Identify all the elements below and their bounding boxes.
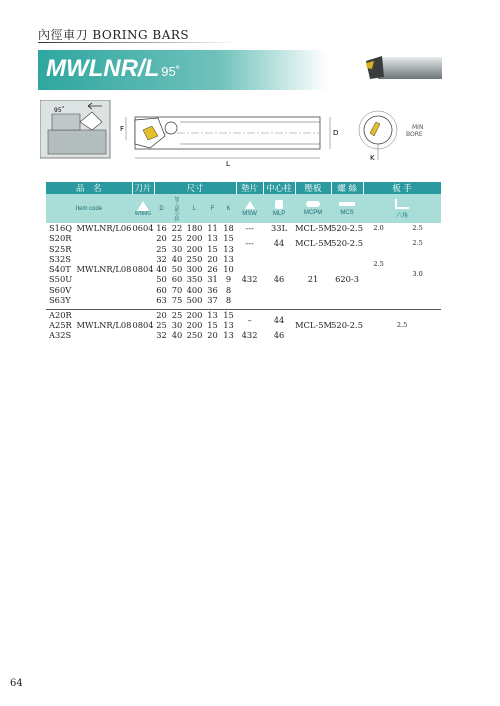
merged-item-b: MWLNR/L08: [76, 320, 132, 331]
row-min-bore: 60: [171, 274, 183, 285]
subheader-screw: [331, 194, 363, 223]
subheader-wrench: [363, 194, 441, 223]
row-min-bore: 40: [171, 330, 183, 341]
row-shim: 432: [241, 330, 258, 341]
row-min-bore: 40: [171, 253, 183, 264]
merged-pin-top: 44: [273, 238, 285, 249]
row-F: 11: [207, 223, 218, 233]
row-pin: 33L: [271, 223, 288, 233]
clamp-icon: [306, 201, 320, 207]
group-clamp: 壓板: [295, 182, 331, 194]
hex-wrench-icon: [395, 199, 409, 209]
row-F: 20: [207, 330, 218, 341]
subheader-item-code: Item code: [46, 194, 132, 223]
row-code: S50U: [49, 274, 73, 285]
row-shim: ---: [245, 223, 254, 233]
row-K: 8: [225, 295, 232, 306]
row-min-bore: 30: [171, 320, 183, 331]
group-screw: 螺 絲: [331, 182, 363, 194]
subheader-screw-label: MCS: [340, 209, 354, 216]
row-D: 25: [156, 243, 167, 254]
subheader-wrench-label: 六角: [396, 212, 409, 219]
table-row: [46, 223, 441, 233]
catalog-category-title: 內徑車刀 BORING BARS: [38, 28, 190, 42]
row-L: 180: [186, 223, 203, 233]
subheader-insert-label: WNMG: [134, 210, 152, 217]
row-min-bore: 30: [171, 243, 183, 254]
merged-clamp-top: MCL-5M: [295, 238, 332, 249]
subheader-shim-label: MSW: [242, 210, 257, 217]
merged-item: MWLNR/L08: [76, 264, 132, 275]
row-min-bore: 50: [171, 264, 183, 275]
merged-clamp-b: MCL-5M: [295, 320, 332, 331]
row-F: 37: [207, 295, 218, 306]
row-F: 31: [207, 274, 218, 285]
group-shim: 墊片: [236, 182, 263, 194]
row-min-bore: 70: [171, 284, 183, 295]
merged-shim-top: ---: [245, 238, 254, 249]
pin-icon: [275, 200, 283, 209]
row-K: 15: [223, 233, 234, 244]
row-code: S25R: [49, 243, 72, 254]
row-K: 13: [223, 320, 234, 331]
row-L: 250: [186, 330, 203, 341]
model-name: [46, 55, 180, 83]
row-item: MWLNR/L06: [76, 223, 132, 233]
row-code: A20R: [49, 309, 72, 320]
row-code: S20R: [49, 233, 72, 244]
row-L: 250: [186, 253, 203, 264]
row-code: A25R: [49, 320, 72, 331]
merged-insert: 0804: [132, 264, 154, 275]
group-header-row: [46, 182, 441, 194]
row-D: 40: [156, 264, 167, 275]
min-bore-label-2: BORE: [406, 131, 423, 138]
angle-label: 95˚: [54, 107, 65, 114]
merged-pin-b: 44: [273, 315, 285, 326]
row-L: 500: [186, 295, 203, 306]
row-min-bore: 25: [171, 233, 183, 244]
subheader-clamp: [295, 194, 331, 223]
subheader-F: F: [204, 194, 221, 223]
group-center-pin: 中心柱: [263, 182, 295, 194]
row-D: 25: [156, 320, 167, 331]
tool-photo: [360, 47, 442, 89]
subheader-insert: [132, 194, 154, 223]
model-code: MWLNR/L: [46, 55, 160, 82]
dim-D: D: [333, 129, 339, 137]
row-code: S60V: [49, 284, 72, 295]
row-D: 60: [156, 284, 167, 295]
row-L: 400: [186, 284, 203, 295]
row-pin: 46: [273, 330, 285, 341]
row-F: 13: [207, 309, 218, 320]
table-row: [46, 309, 441, 320]
merged-wrench-2-top: 2.5: [412, 239, 423, 248]
merged-clamp-bottom: 21: [307, 274, 319, 285]
row-K: 8: [225, 284, 232, 295]
subheader-L: L: [185, 194, 204, 223]
row-K: 10: [223, 264, 234, 275]
merged-screw-bottom: 620-3: [335, 274, 360, 285]
group-wrench: 板 手: [363, 182, 441, 194]
page-number: 64: [10, 678, 23, 689]
specification-table-wrapper: [46, 182, 441, 341]
merged-pin-bottom: 46: [273, 274, 285, 285]
shim-triangle-icon: [245, 201, 255, 209]
row-code: S16Q: [49, 223, 73, 233]
insert-triangle-icon: [137, 201, 149, 211]
merged-wrench-b: 2.5: [396, 321, 408, 330]
row-screw: 520-2.5: [331, 223, 363, 233]
row-F: 15: [207, 243, 218, 254]
group-product-name: 品 名: [46, 182, 132, 194]
row-wrench-1: 2.0: [373, 224, 384, 232]
row-D: 20: [156, 233, 167, 244]
subheader-pin: [263, 194, 295, 223]
row-F: 15: [207, 320, 218, 331]
row-D: 32: [156, 253, 167, 264]
row-wrench-2: 2.5: [412, 224, 423, 232]
row-insert: 0604: [132, 223, 154, 233]
subheader-row: [46, 194, 441, 223]
row-D: 50: [156, 274, 167, 285]
row-D: 20: [156, 309, 167, 320]
row-K: 18: [223, 223, 234, 233]
merged-wrench-2-bottom: 3.0: [412, 270, 423, 279]
group-dimensions: 尺寸: [154, 182, 236, 194]
model-angle: 95˚: [161, 64, 181, 79]
row-K: 9: [225, 274, 232, 285]
subheader-K: K: [221, 194, 236, 223]
dim-L: L: [226, 160, 230, 168]
row-min-bore: 22: [171, 223, 183, 233]
row-F: 36: [207, 284, 218, 295]
row-L: 350: [186, 274, 203, 285]
row-D: 16: [156, 223, 167, 233]
merged-insert-b: 0804: [132, 320, 154, 331]
row-K: 13: [223, 253, 234, 264]
row-L: 200: [186, 320, 203, 331]
specification-table: [46, 182, 442, 341]
dim-K: K: [370, 154, 375, 162]
row-F: 13: [207, 233, 218, 244]
row-clamp: MCL-5M: [295, 223, 332, 233]
row-F: 20: [207, 253, 218, 264]
dim-F: F: [120, 125, 125, 133]
subheader-D: D: [154, 194, 169, 223]
row-code: S63Y: [49, 295, 71, 306]
subheader-min-bore: 加工最小徑: [169, 194, 185, 223]
row-min-bore: 75: [171, 295, 183, 306]
subheader-shim: [236, 194, 263, 223]
row-K: 13: [223, 243, 234, 254]
table-row: [46, 233, 441, 243]
row-L: 200: [186, 243, 203, 254]
row-L: 300: [186, 264, 203, 275]
row-code: S32S: [49, 253, 71, 264]
row-D: 32: [156, 330, 167, 341]
group-insert: 刀片: [132, 182, 154, 194]
screw-icon: [339, 202, 355, 206]
min-bore-label-1: MIN: [412, 124, 424, 131]
merged-wrench-1: 2.5: [373, 260, 384, 269]
subheader-clamp-label: MCPM: [303, 210, 323, 216]
row-F: 26: [207, 264, 218, 275]
row-D: 63: [156, 295, 167, 306]
subheader-pin-label: MLP: [272, 211, 286, 217]
merged-shim-bottom: 432: [241, 274, 258, 285]
row-L: 200: [186, 233, 203, 244]
row-min-bore: 25: [171, 309, 183, 320]
merged-shim-b: –: [247, 315, 252, 326]
title-underline: [38, 42, 238, 43]
row-K: 13: [223, 330, 234, 341]
merged-screw-top: 520-2.5: [331, 238, 363, 249]
merged-screw-b: 520-2.5: [331, 320, 363, 331]
row-L: 200: [186, 309, 203, 320]
row-wrench-2: [363, 295, 394, 305]
row-code: A32S: [49, 330, 72, 341]
row-K: 15: [223, 309, 234, 320]
row-code: S40T: [49, 264, 71, 275]
tool-dimension-diagram: [40, 100, 440, 175]
